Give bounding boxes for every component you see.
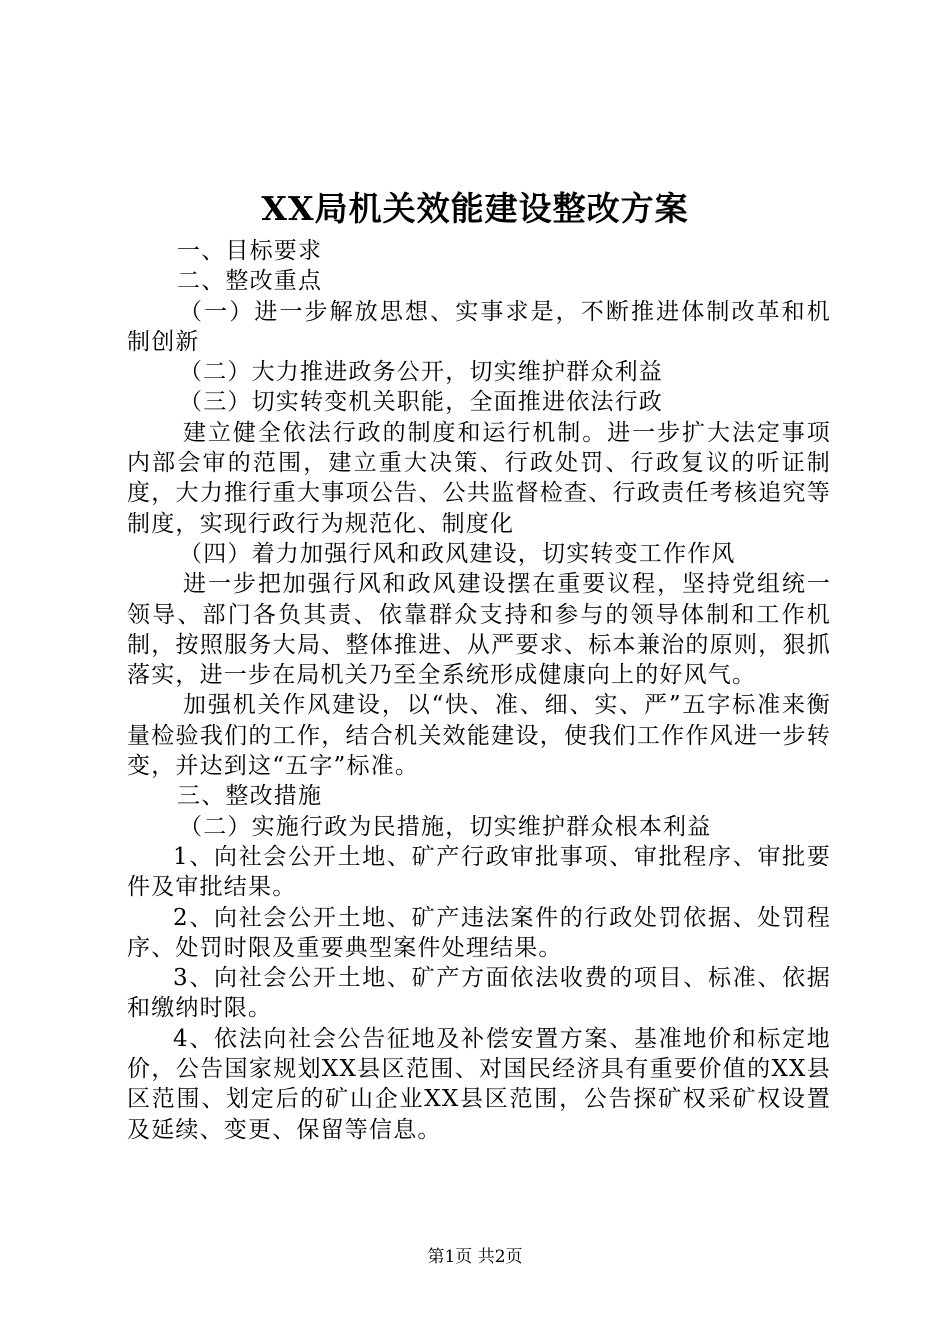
body-paragraph-five-standards: 加强机关作风建设，以“快、准、细、实、严”五字标准来衡量检验我们的工作，结合机关效能建设，使我们工作作风进一步转变，并达到这“五字”标准。	[127, 692, 831, 780]
subsection-heading-1: （一）进一步解放思想、实事求是，不断推进体制改革和机制创新	[127, 298, 831, 355]
list-item-4: 4、依法向社会公告征地及补偿安置方案、基准地价和标定地价，公告国家规划XX县区范围、对国民经济具有重要价值的XX县区范围、划定后的矿山企业XX县区范围，公告探矿权采矿权设置及延续、变更、保留等信息。	[127, 1025, 831, 1143]
document-title: XX局机关效能建设整改方案	[261, 189, 689, 228]
list-item-2: 2、向社会公开土地、矿产违法案件的行政处罚依据、处罚程序、处罚时限及重要典型案件处理结果。	[127, 904, 831, 961]
section-heading-focus: 二、整改重点	[177, 268, 323, 295]
body-paragraph-work-style: 进一步把加强行风和政风建设摆在重要议程，坚持党组统一领导、部门各负其责、依靠群众支持和参与的领导体制和工作机制，按照服务大局、整体推进、从严要求、标本兼治的原则，狠抓落实，进一步在局机关乃至全系统形成健康向上的好风气。	[127, 571, 831, 689]
section-heading-measures: 三、整改措施	[177, 783, 323, 810]
subsection-heading-2: （二）大力推进政务公开，切实维护群众利益	[179, 359, 663, 386]
list-item-3: 3、向社会公开土地、矿产方面依法收费的项目、标准、依据和缴纳时限。	[127, 965, 831, 1022]
list-item-1: 1、向社会公开土地、矿产行政审批事项、审批程序、审批要件及审批结果。	[127, 843, 831, 901]
section-heading-goals: 一、目标要求	[177, 238, 323, 264]
page-footer: 第1页 共2页	[427, 1247, 523, 1267]
body-paragraph-legal-admin: 建立健全依法行政的制度和运行机制。进一步扩大法定事项内部会审的范围，建立重大决策、行政处罚、行政复议的听证制度，大力推行重大事项公告、公共监督检查、行政责任考核追究等制度，实现行政行为规范化、制度化	[127, 419, 831, 537]
subsection-heading-3: （三）切实转变机关职能，全面推进依法行政	[179, 389, 663, 416]
document-body	[127, 236, 831, 1145]
subsection-heading-4: （四）着力加强行风和政风建设，切实转变工作作风	[179, 540, 736, 567]
subsection-heading-measures-2: （二）实施行政为民措施，切实维护群众根本利益	[179, 813, 712, 840]
